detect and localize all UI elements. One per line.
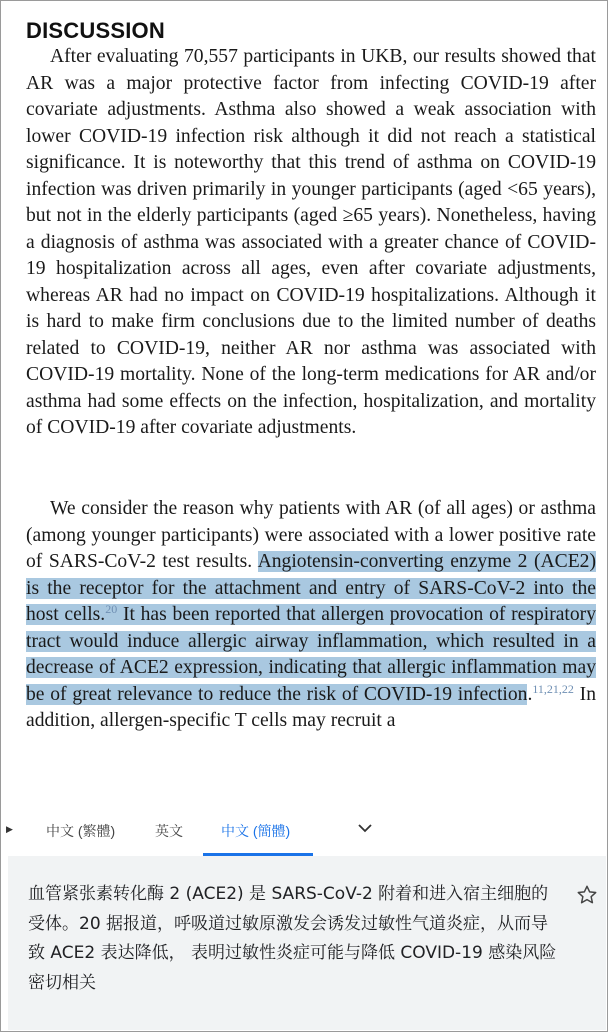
star-icon[interactable] bbox=[576, 884, 598, 906]
chevron-down-icon[interactable] bbox=[355, 818, 375, 838]
reference-20[interactable]: 20 bbox=[105, 602, 118, 616]
sentence-period: . bbox=[527, 683, 533, 705]
selected-sentence-2[interactable]: It has been reported that allergen provocation of respiratory tract would induce allergic airway inflammation, which resulted in a decrease of ACE2 expression, indicating that allergic inflammation may be of great relevance to reduce the risk of COVID-19 infection bbox=[26, 604, 596, 705]
tab-chinese-simplified[interactable]: 中文 (簡體) bbox=[221, 823, 291, 839]
translation-result-panel bbox=[8, 856, 606, 1030]
tab-english[interactable]: 英文 bbox=[155, 823, 183, 839]
paragraph-2-tail: In addition, allergen-specific T cells may recruit a bbox=[26, 683, 596, 731]
paragraph-1: After evaluating 70,557 participants in UKB, our results showed that AR was a major protective factor from infecting COVID-19 after covariate adjustments. Asthma also showed a weak association with lower COVID-19 infection risk although it did not reach a statistical significance. It is noteworthy that this trend of asthma on COVID-19 infection was driven primarily in younger participants (aged <65 years), but not in the elderly participants (aged ≥65 years). Nonetheless, having a diagnosis of asthma was associated with a greater chance of COVID-19 hospitalization across all ages, even after covariate adjustments, whereas AR had no impact on COVID-19 hospitalizations. Although it is hard to make firm conclusions due to the limited number of deaths related to COVID-19, neither AR nor asthma was associated with COVID-19 mortality. None of the long-term medications for AR and/or asthma had some effects on the infection, hospitalization, and mortality of COVID-19 after covariate adjustments. bbox=[26, 46, 596, 438]
translation-result-text: 血管紧张素转化酶 2 (ACE2) 是 SARS-CoV-2 附着和进入宿主细胞的受体。20 据报道，呼吸道过敏原激发会诱发过敏性气道炎症，从而导致 ACE2 表达降低， 表明过敏性炎症可能与降低 COVID-19 感染风险密切相关 bbox=[28, 884, 557, 993]
scroll-left-icon[interactable]: ▶ bbox=[6, 824, 13, 834]
tab-chinese-traditional[interactable]: 中文 (繁體) bbox=[46, 823, 116, 839]
paragraph-2-intro: We consider the reason why patients with AR (of all ages) or asthma (among younger participants) were associated with a lower positive rate of SARS-CoV-2 test results. bbox=[26, 498, 596, 572]
selected-sentence-1[interactable]: Angiotensin-converting enzyme 2 (ACE2) is the receptor for the attachment and entry of SARS-CoV-2 into the host cells. bbox=[26, 551, 596, 625]
selected-text[interactable] bbox=[26, 551, 596, 705]
translation-tab-bar bbox=[0, 806, 606, 856]
section-heading: DISCUSSION bbox=[26, 18, 165, 43]
paragraph-2 bbox=[26, 496, 596, 735]
reference-11-21-22[interactable]: 11,21,22 bbox=[532, 681, 574, 696]
